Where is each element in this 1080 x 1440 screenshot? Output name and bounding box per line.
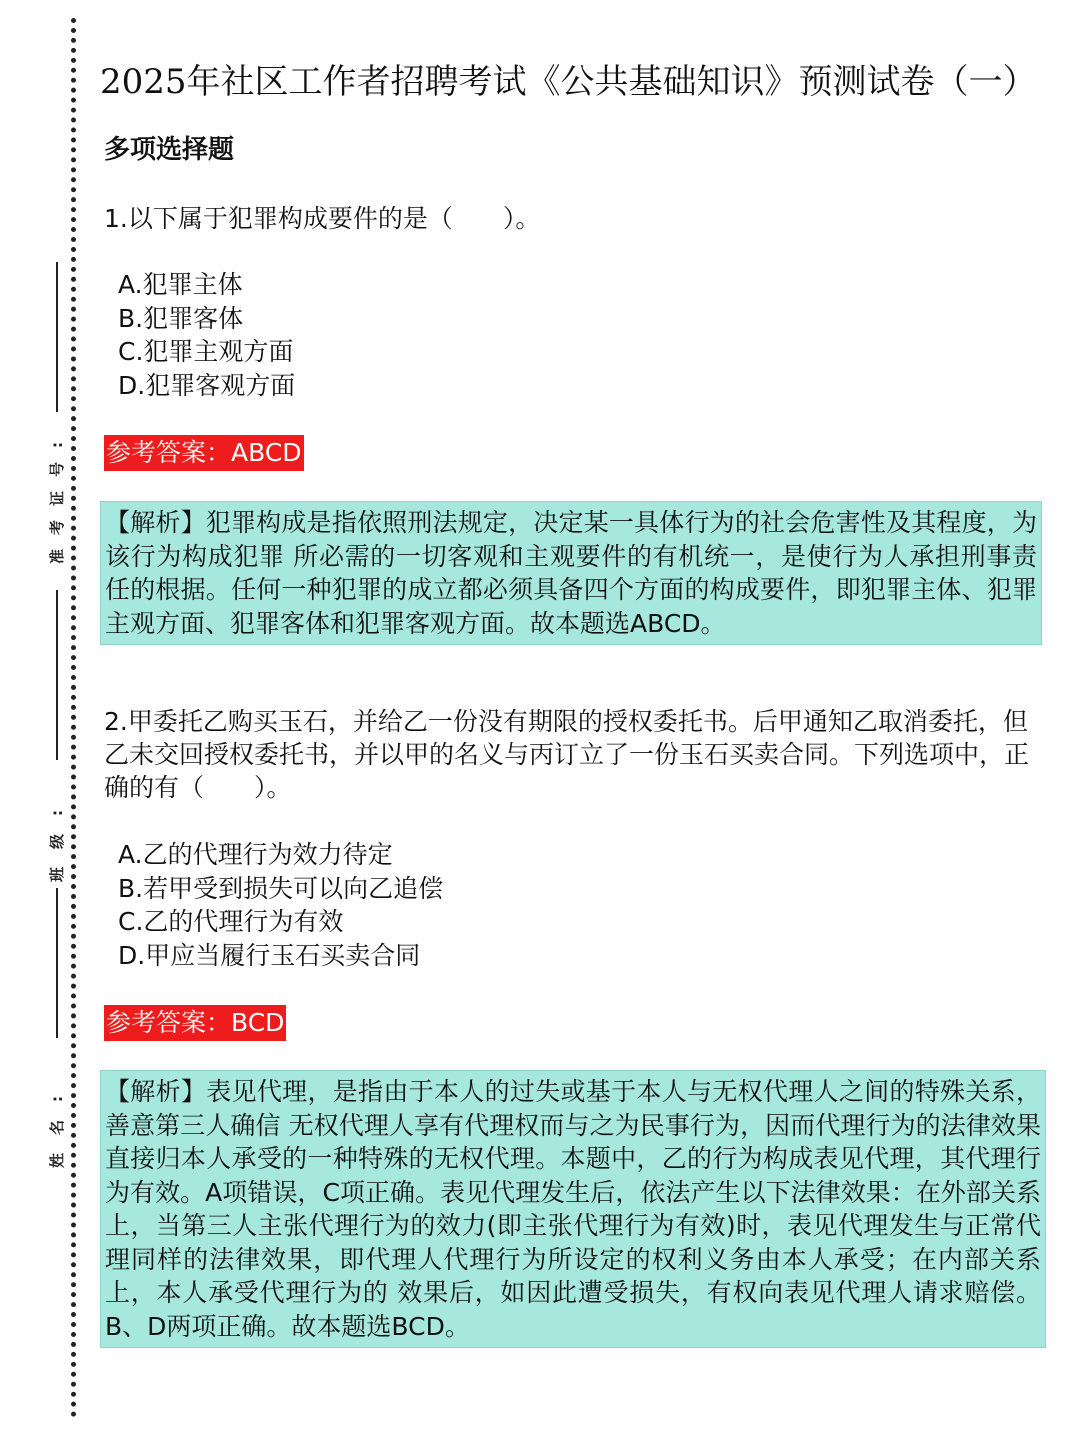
- option-b: B.犯罪客体: [118, 303, 244, 333]
- exam-id-rule: [56, 262, 58, 412]
- option-a: A.乙的代理行为效力待定: [118, 840, 393, 869]
- exam-id-label-text: 准考证号:: [48, 428, 66, 564]
- exam-id-label: [40, 428, 66, 576]
- page-title: 2025年社区工作者招聘考试《公共基础知识》预测试卷（一）: [100, 62, 1037, 102]
- name-rule: [56, 888, 58, 1038]
- question-1-options: [118, 268, 295, 402]
- name-label-text: 姓名:: [48, 1078, 66, 1168]
- option-d: D.犯罪客观方面: [118, 370, 296, 400]
- option-d: D.甲应当履行玉石买卖合同: [118, 940, 421, 970]
- section-title: 多项选择题: [104, 135, 235, 165]
- option-a: A.犯罪主体: [118, 270, 243, 299]
- question-1-explanation: 【解析】犯罪构成是指依照刑法规定，决定某一具体行为的社会危害性及其程度，为该行为构成犯罪 所必需的一切客观和主观要件的有机统一，是使行为人承担刑事责任的根据。任何一种犯罪的成立都必须具备四个方面的构成要件，即犯罪主体、犯罪主观方面、犯罪客体和犯罪客观方面。故本题选ABCD。: [100, 501, 1042, 645]
- option-c: C.乙的代理行为有效: [118, 907, 344, 936]
- question-2-options: [118, 838, 443, 972]
- class-label: [40, 792, 66, 894]
- option-c: C.犯罪主观方面: [118, 337, 294, 366]
- option-b: B.若甲受到损失可以向乙追偿: [118, 873, 444, 903]
- name-label: [40, 1078, 66, 1180]
- question-2-explanation: 【解析】表见代理，是指由于本人的过失或基于本人与无权代理人之间的特殊关系，善意第三人确信 无权代理人享有代理权而与之为民事行为，因而代理行为的法律效果直接归本人承受的一种特殊的无权代理。本题中，乙的行为构成表见代理，其代理行为有效。A项错误，C项正确。表见代理发生后，依法产生以下法律效果：在外部关系上，当第三人主张代理行为的效力(即主张代理行为有效)时，表见代理发生与正常代 理同样的法律效果，即代理人代理行为所设定的权利义务由本人承受；在内部关系上，本人承受代理行为的 效果后，如因此遭受损失，有权向表见代理人请求赔偿。B、D两项正确。故本题选BCD。: [100, 1070, 1046, 1348]
- question-1-answer: 参考答案：ABCD: [104, 435, 304, 471]
- class-label-text: 班级:: [48, 792, 66, 882]
- question-1-stem: 1.以下属于犯罪构成要件的是（ ）。: [104, 204, 541, 233]
- question-2-answer: 参考答案：BCD: [104, 1005, 286, 1041]
- question-2-stem: 2.甲委托乙购买玉石，并给乙一份没有期限的授权委托书。后甲通知乙取消委托，但乙未交回授权委托书，并以甲的名义与丙订立了一份玉石买卖合同。下列选项中，正确的有（ ）。: [104, 707, 1030, 802]
- binding-dotted-line: [71, 18, 76, 1418]
- class-rule: [56, 590, 58, 760]
